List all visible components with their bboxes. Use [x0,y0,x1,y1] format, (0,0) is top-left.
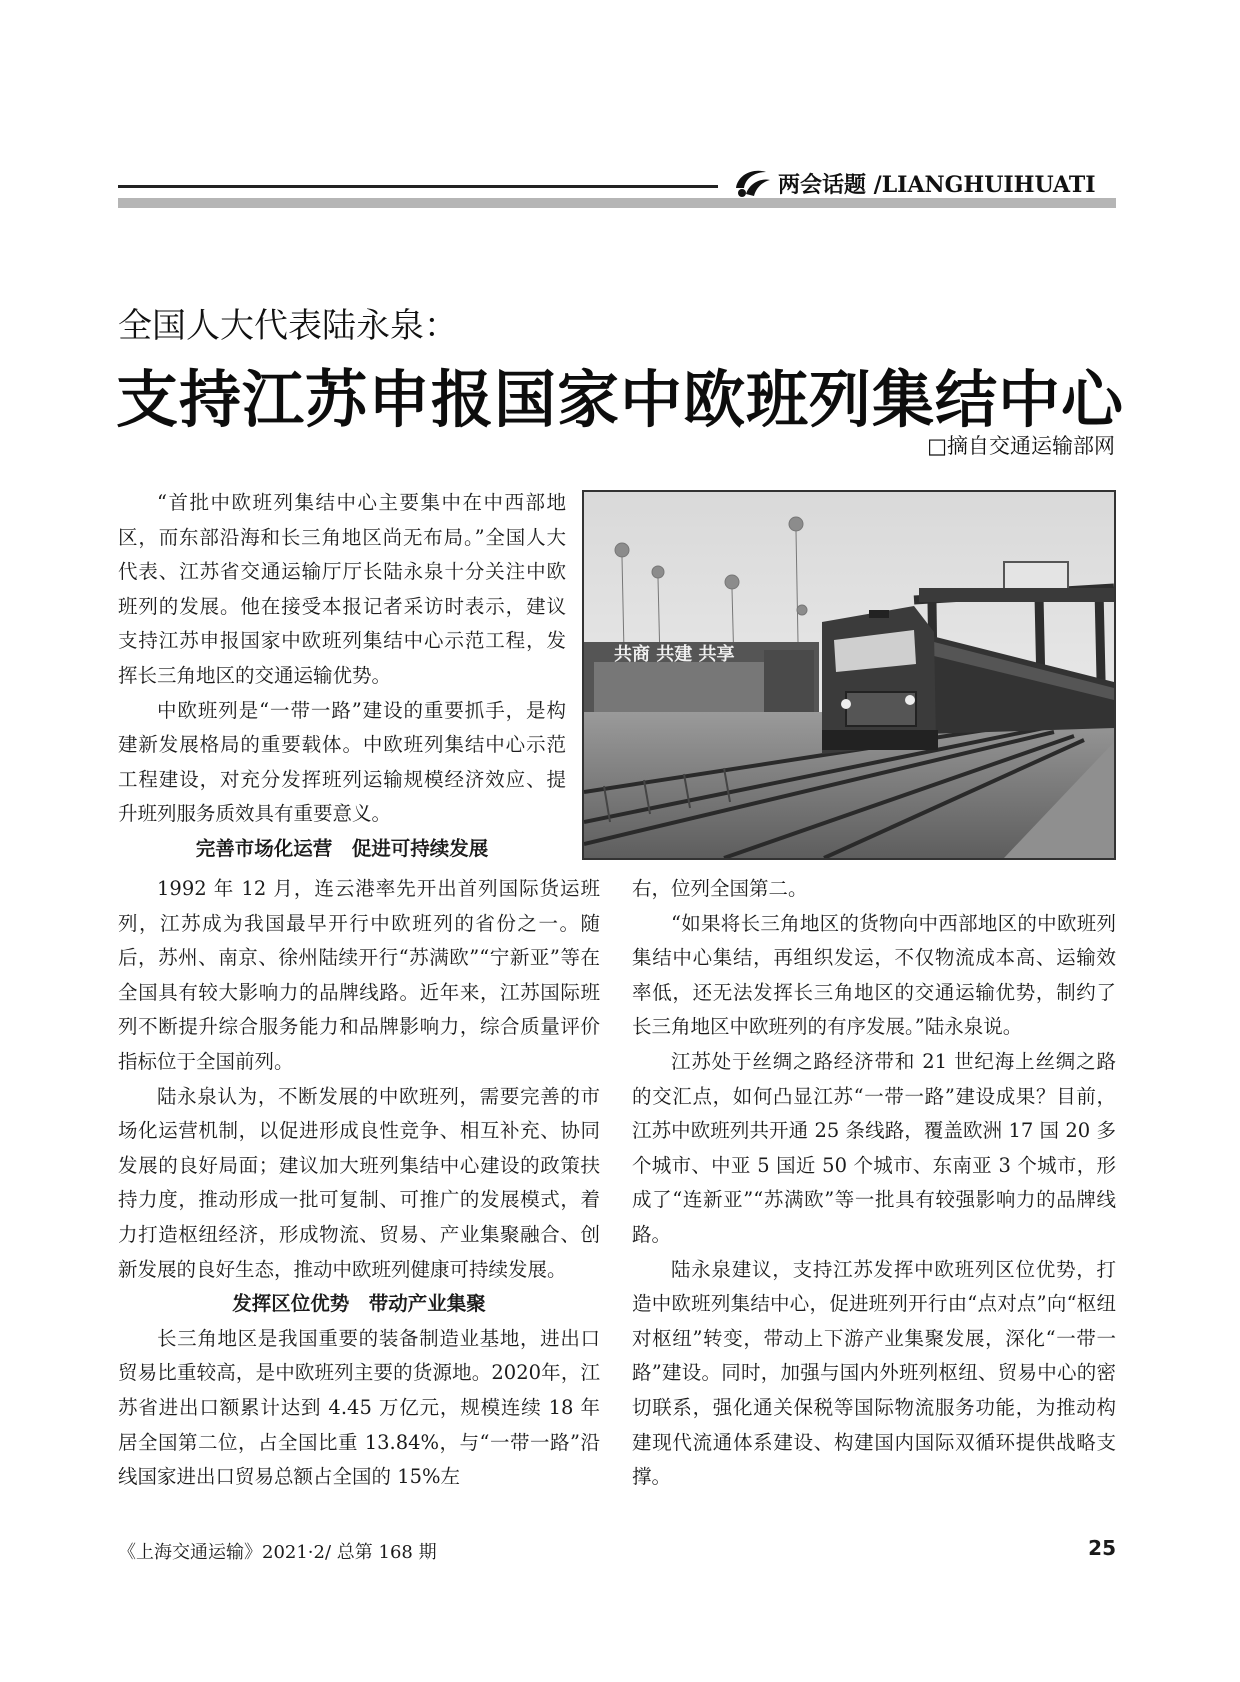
body-paragraph: “如果将长三角地区的货物向中西部地区的中欧班列集结中心集结，再组织发运，不仅物流成本高、运输效率低，还无法发挥长三角地区的交通运输优势，制约了长三角地区中欧班列的有序发展。”陆永泉说。 [632,911,1116,1039]
magazine-logo-icon [732,166,772,200]
intro-paragraph: 中欧班列是“一带一路”建设的重要抓手，是构建新发展格局的重要载体。中欧班列集结中心示范工程建设，对充分发挥班列运输规模经济效应、提升班列服务质效具有重要意义。 [118,698,566,826]
banner-text: 共商 共建 共享 [614,644,735,665]
header-rule [118,185,718,188]
body-paragraph: 1992 年 12 月，连云港率先开出首列国际货运班列，江苏成为我国最早开行中欧班列的省份之一。随后，苏州、南京、徐州陆续开行“苏满欧”“宁新亚”等在全国具有较大影响力的品牌线路。近年来，江苏国际班列不断提升综合服务能力和品牌影响力，综合质量评价指标位于全国前列。 [118,877,600,1073]
intro-paragraph: “首批中欧班列集结中心主要集中在中西部地区，而东部沿海和长三角地区尚无布局。”全国人大代表、江苏省交通运输厅厅长陆永泉十分关注中欧班列的发展。他在接受本报记者采访时表示，建议支持江苏申报国家中欧班列集结中心示范工程，发挥长三角地区的交通运输优势。 [118,491,566,687]
article-source: □摘自交通运输部网 [927,434,1115,458]
article-title: 支持江苏申报国家中欧班列集结中心 [116,363,1125,436]
section-label: 两会话题 /LIANGHUIHUATI [778,172,1096,198]
body-paragraph-continued: 右，位列全国第二。 [632,877,808,900]
body-paragraph: 陆永泉建议，支持江苏发挥中欧班列区位优势，打造中欧班列集结中心，促进班列开行由“点对点”向“枢纽对枢纽”转变，带动上下游产业集聚发展，深化“一带一路”建设。同时，加强与国内外班列枢纽、贸易中心的密切联系，强化通关保税等国际物流服务功能，为推动构建现代流通体系建设、构建国内国际双循环提供战略支撑。 [632,1257,1116,1489]
body-paragraph: 江苏处于丝绸之路经济带和 21 世纪海上丝绸之路的交汇点，如何凸显江苏“一带一路”建设成果？目前，江苏中欧班列共开通 25 条线路，覆盖欧洲 17 国 20 多个城市、中亚 5 国近 50 个城市、东南亚 3 个城市，形成了“连新亚”“苏满欧”等一批具有较强影响力的品牌线路。 [632,1049,1116,1246]
body-column-right [632,872,1116,1495]
section-heading: 完善市场化运营 促进可持续发展 [195,836,489,860]
page-number: 25 [1088,1536,1116,1560]
article-kicker: 全国人大代表陆永泉： [118,306,458,346]
intro-column [118,486,566,867]
body-paragraph: 陆永泉认为，不断发展的中欧班列，需要完善的市场化运营机制，以促进形成良性竞争、相互补充、协同发展的良好局面；建议加大班列集结中心建设的政策扶持力度，推动形成一批可复制、可推广的发展模式，着力打造枢纽经济，形成物流、贸易、产业集聚融合、创新发展的良好生态，推动中欧班列健康可持续发展。 [118,1084,600,1281]
section-heading: 发挥区位优势 带动产业集聚 [232,1292,486,1316]
body-column-left [118,872,600,1495]
header-grey-bar [118,198,1116,208]
journal-footer: 《上海交通运输》2021·2/ 总第 168 期 [118,1542,437,1563]
train-photo-image [584,492,1114,858]
train-photo [582,490,1116,860]
body-paragraph: 长三角地区是我国重要的装备制造业基地，进出口贸易比重较高，是中欧班列主要的货源地。2020年，江苏省进出口额累计达到 4.45 万亿元，规模连续 18 年居全国第二位，占全国比重 13.84%，与“一带一路”沿线国家进出口贸易总额占全国的 15%左 [118,1326,600,1489]
